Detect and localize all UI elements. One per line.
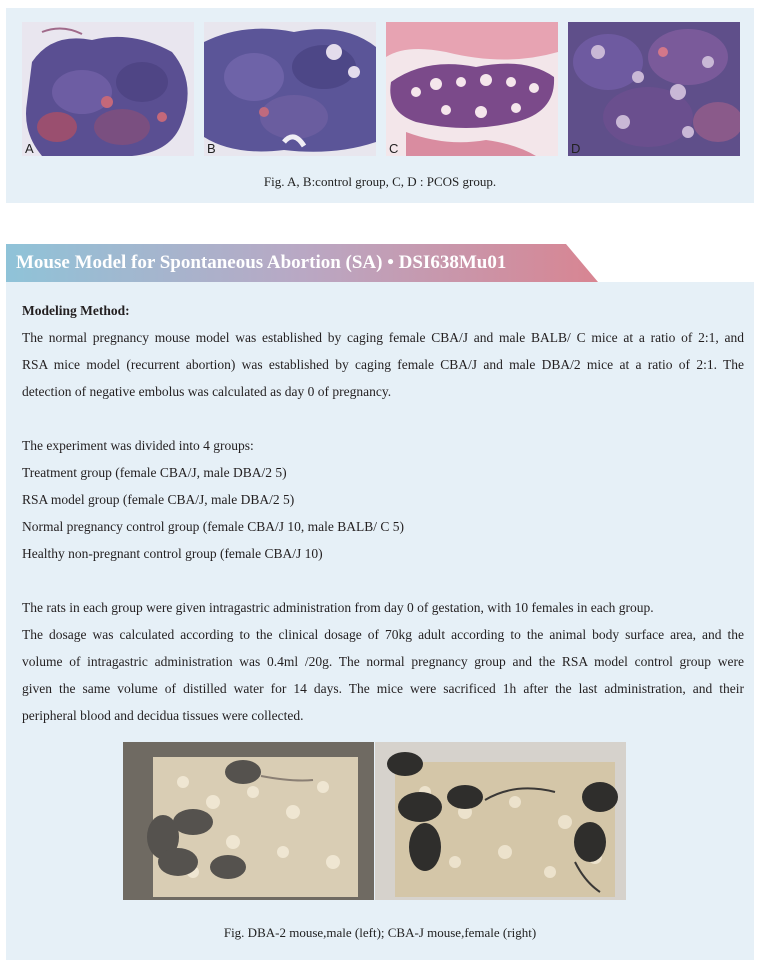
histology-image-d bbox=[568, 22, 740, 156]
section-banner bbox=[6, 244, 598, 282]
group-item-3: Normal pregnancy control group (female CBA/J 10, male BALB/ C 5) bbox=[22, 519, 405, 534]
group-item-2: RSA model group (female CBA/J, male DBA/2 5) bbox=[22, 492, 295, 507]
para2-line-5: peripheral blood and decidua tissues were collected. bbox=[22, 708, 304, 723]
histology-image-b bbox=[204, 22, 376, 156]
histology-image-a bbox=[22, 22, 194, 156]
modeling-method-text bbox=[22, 297, 744, 729]
top-figure-caption: Fig. A, B:control group, C, D : PCOS group. bbox=[263, 174, 497, 189]
para2-line-1: The rats in each group were given intragastric administration from day 0 of gestation, with 10 females in each group. bbox=[22, 600, 654, 615]
section-title: Mouse Model for Spontaneous Abortion (SA) • DSI638Mu01 bbox=[16, 252, 507, 273]
para2-line-4: given the same volume of distilled water for 14 days. The mice were sacrificed 1h after the last administration, and their bbox=[22, 681, 744, 696]
spacer bbox=[22, 405, 744, 432]
spacer bbox=[22, 567, 744, 594]
histology-image-c bbox=[386, 22, 558, 156]
panel-label-b: B bbox=[207, 141, 216, 156]
panel-label-d: D bbox=[571, 141, 581, 156]
modeling-method-heading: Modeling Method: bbox=[22, 303, 130, 318]
group-item-4: Healthy non-pregnant control group (female CBA/J 10) bbox=[22, 546, 323, 561]
panel-label-a: A bbox=[25, 141, 34, 156]
para1-line-1: The normal pregnancy mouse model was established by caging female CBA/J and male BALB/ C mice at a ratio of 2:1, and bbox=[22, 330, 744, 345]
para2-line-2: The dosage was calculated according to the clinical dosage of 70kg adult according to the animal body surface area, and the bbox=[22, 627, 744, 642]
groups-intro: The experiment was divided into 4 groups: bbox=[22, 438, 254, 453]
main-content-panel bbox=[6, 282, 754, 960]
para1-line-2: RSA mice model (recurrent abortion) was established by caging female CBA/J and male DBA/2 mice at a ratio of 2:1. The bbox=[22, 357, 744, 372]
panel-label-c: C bbox=[389, 141, 399, 156]
para2-line-3: volume of intragastric administration was 0.4ml /20g. The normal pregnancy group and the RSA model control group were bbox=[22, 654, 744, 669]
para1-line-3: detection of negative embolus was calculated as day 0 of pregnancy. bbox=[22, 384, 392, 399]
mouse-photo-cbaj-female bbox=[375, 742, 626, 900]
mouse-photo-dba2-male bbox=[123, 742, 374, 900]
bottom-figure-caption: Fig. DBA-2 mouse,male (left); CBA-J mouse,female (right) bbox=[223, 925, 537, 940]
group-item-1: Treatment group (female CBA/J, male DBA/2 5) bbox=[22, 465, 287, 480]
top-figure-panel bbox=[6, 8, 754, 203]
